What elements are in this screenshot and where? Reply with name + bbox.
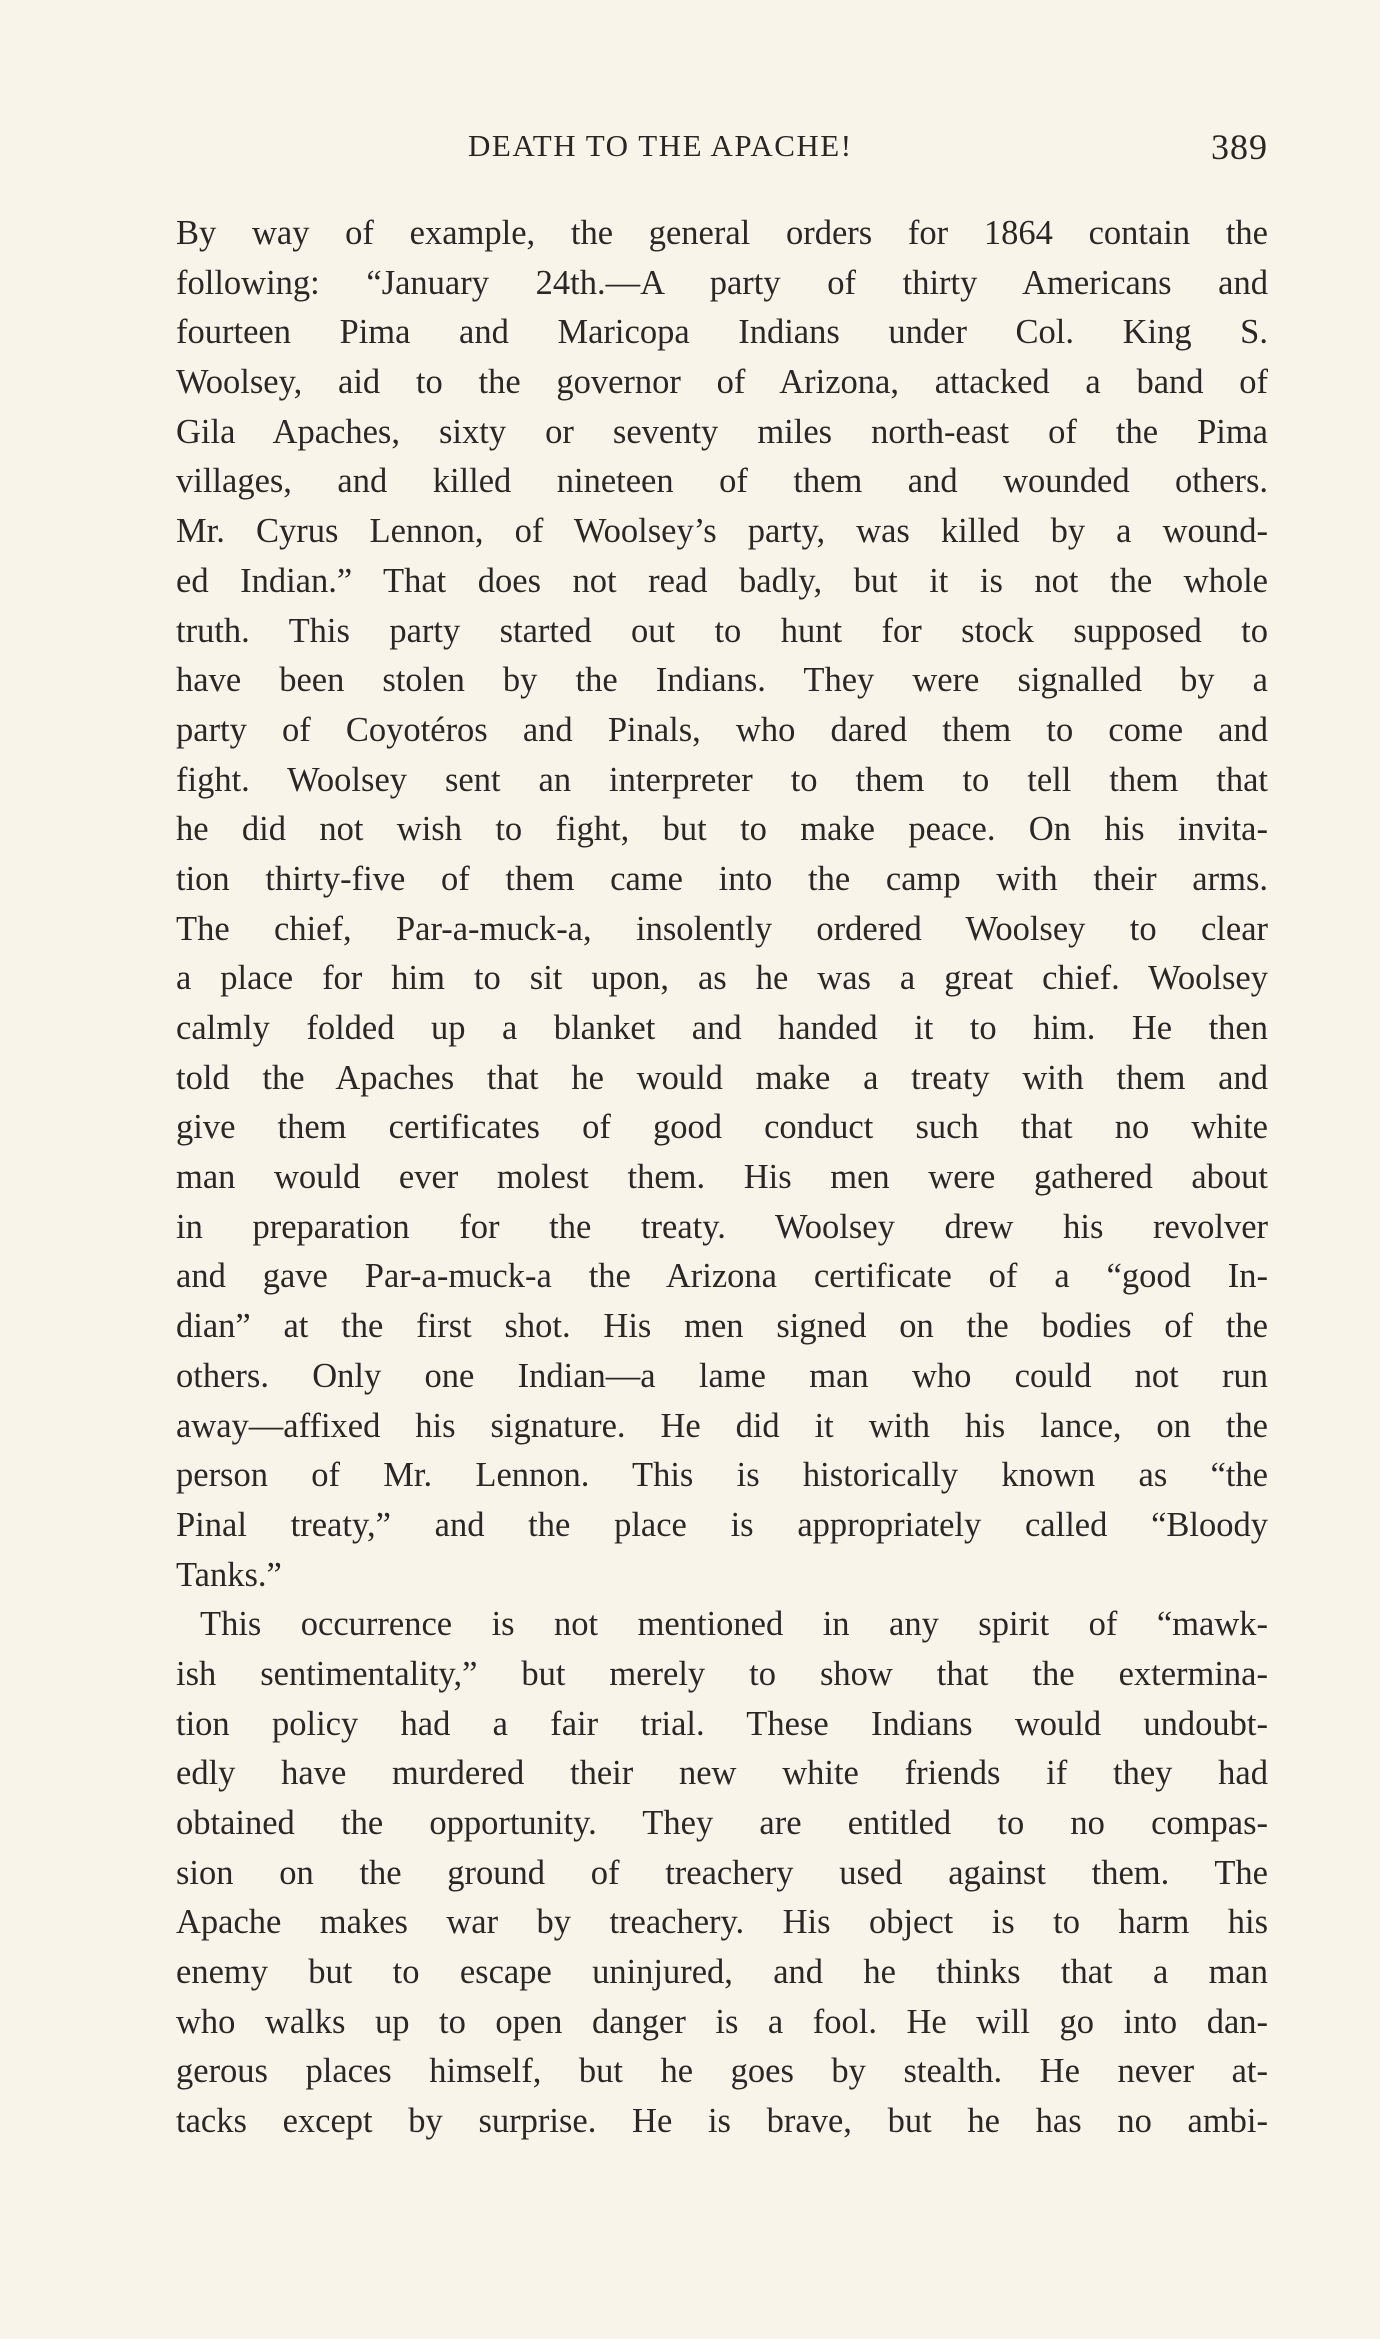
text-line: Woolsey, aid to the governor of Arizona, attacked a band of: [176, 363, 1268, 402]
text-line: enemy but to escape uninjured, and he thinks that a man: [176, 1953, 1268, 1992]
text-line: and gave Par-a-muck-a the Arizona certificate of a “good In-: [176, 1257, 1268, 1296]
text-line: gerous places himself, but he goes by stealth. He never at-: [176, 2052, 1268, 2091]
paragraph: [176, 1600, 1268, 2147]
text-line: others. Only one Indian—a lame man who could not run: [176, 1356, 1268, 1395]
paragraph: [176, 209, 1268, 1600]
text-line: who walks up to open danger is a fool. He will go into dan-: [176, 2002, 1268, 2041]
text-line: This occurrence is not mentioned in any spirit of “mawk-: [200, 1605, 1268, 1644]
text-line: told the Apaches that he would make a treaty with them and: [176, 1058, 1268, 1097]
body-text: [176, 209, 1268, 2147]
text-line: tion thirty-five of them came into the camp with their arms.: [176, 859, 1268, 898]
text-line: following: “January 24th.—A party of thirty Americans and: [176, 263, 1268, 302]
text-line: The chief, Par-a-muck-a, insolently ordered Woolsey to clear: [176, 909, 1268, 948]
text-line: in preparation for the treaty. Woolsey drew his revolver: [176, 1207, 1268, 1246]
text-line: truth. This party started out to hunt for stock supposed to: [176, 611, 1268, 650]
text-line: obtained the opportunity. They are entitled to no compas-: [176, 1804, 1268, 1842]
text-line: villages, and killed nineteen of them and wounded others.: [176, 462, 1268, 501]
text-line: ish sentimentality,” but merely to show that the extermina-: [176, 1654, 1268, 1693]
text-line: tacks except by surprise. He is brave, but he has no ambi-: [176, 2102, 1268, 2141]
text-line: edly have murdered their new white friends if they had: [176, 1754, 1268, 1793]
text-line: Pinal treaty,” and the place is appropriately called “Bloody: [176, 1505, 1268, 1544]
text-line: By way of example, the general orders for 1864 contain the: [176, 214, 1268, 252]
text-line: ed Indian.” That does not read badly, but it is not the whole: [176, 561, 1268, 600]
text-line: Mr. Cyrus Lennon, of Woolsey’s party, was killed by a wound-: [176, 512, 1268, 551]
text-line: give them certificates of good conduct such that no white: [176, 1108, 1268, 1147]
text-line: sion on the ground of treachery used against them. The: [176, 1853, 1268, 1892]
running-title: DEATH TO THE APACHE!: [468, 128, 853, 163]
text-line: fourteen Pima and Maricopa Indians under Col. King S.: [176, 313, 1268, 352]
text-line: away—affixed his signature. He did it with his lance, on the: [176, 1406, 1268, 1445]
text-line: he did not wish to fight, but to make peace. On his invita-: [176, 810, 1268, 849]
text-line: calmly folded up a blanket and handed it to him. He then: [176, 1009, 1268, 1047]
text-line: party of Coyotéros and Pinals, who dared them to come and: [176, 710, 1268, 749]
running-head: [468, 128, 1268, 176]
text-line: tion policy had a fair trial. These Indians would undoubt-: [176, 1704, 1268, 1743]
text-line: dian” at the first shot. His men signed on the bodies of the: [176, 1307, 1268, 1346]
text-line: Gila Apaches, sixty or seventy miles north-east of the Pima: [176, 412, 1268, 451]
text-line: Tanks.”: [176, 1555, 282, 1594]
text-line: fight. Woolsey sent an interpreter to them to tell them that: [176, 760, 1268, 799]
text-line: have been stolen by the Indians. They were signalled by a: [176, 661, 1268, 700]
page-number: 389: [1211, 127, 1268, 167]
text-line: a place for him to sit upon, as he was a great chief. Woolsey: [176, 959, 1268, 998]
text-line: man would ever molest them. His men were gathered about: [176, 1158, 1268, 1197]
text-line: Apache makes war by treachery. His object is to harm his: [176, 1903, 1268, 1942]
text-line: person of Mr. Lennon. This is historically known as “the: [176, 1456, 1268, 1495]
